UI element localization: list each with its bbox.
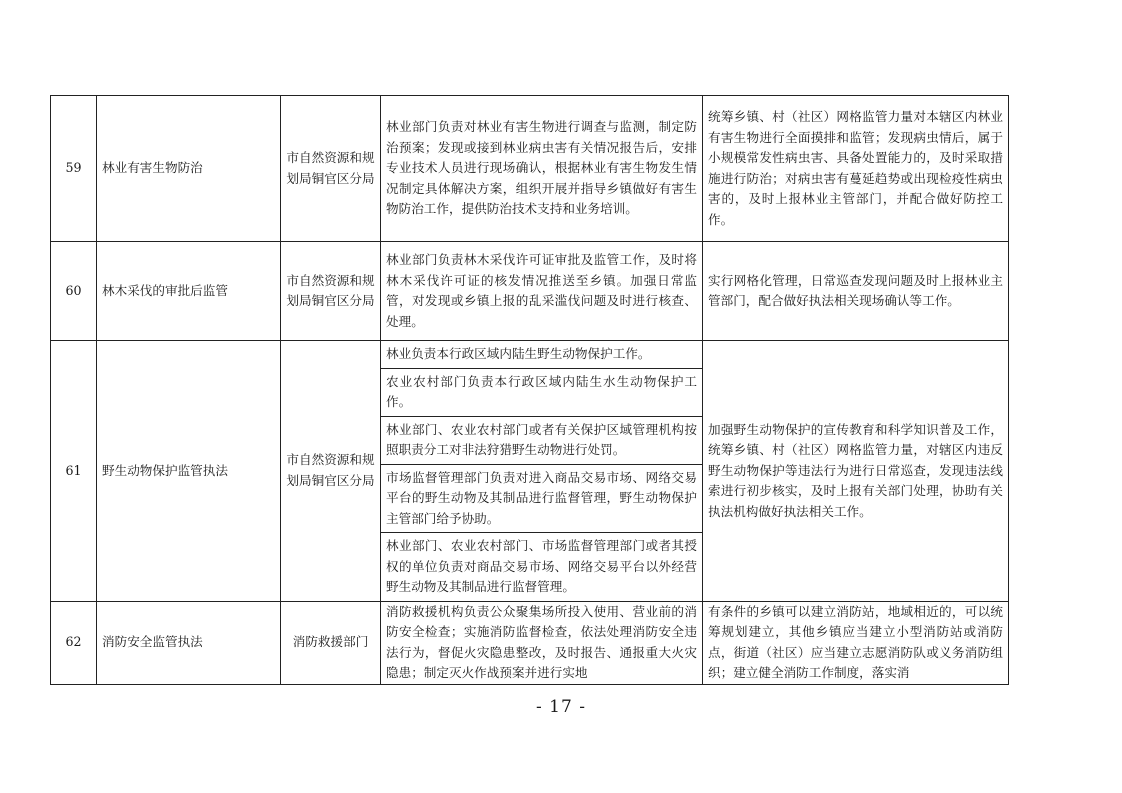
- duty-table: [50, 95, 1009, 685]
- row-number: 61: [51, 341, 97, 602]
- department: 消防救援部门: [281, 601, 381, 684]
- item-name: 林业有害生物防治: [97, 96, 281, 242]
- row-number: 62: [51, 601, 97, 684]
- responsibility-item: 林业负责本行政区域内陆生野生动物保护工作。: [380, 341, 703, 369]
- table-row: [51, 601, 1009, 684]
- township-cooperation: 实行网格化管理，日常巡查发现问题及时上报林业主管部门，配合做好执法相关现场确认等工作。: [703, 242, 1009, 341]
- item-name: 消防安全监管执法: [97, 601, 281, 684]
- row-number: 59: [51, 96, 97, 242]
- township-cooperation: 加强野生动物保护的宣传教育和科学知识普及工作，统筹乡镇、村（社区）网格监管力量，对辖区内违反野生动物保护等违法行为进行日常巡查，发现违法线索进行初步核实，及时上报有关部门处理，协助有关执法机构做好执法相关工作。: [703, 341, 1009, 602]
- item-name: 林木采伐的审批后监管: [97, 242, 281, 341]
- township-cooperation: 有条件的乡镇可以建立消防站，地域相近的，可以统筹规划建立，其他乡镇应当建立小型消防站或消防点，街道（社区）应当建立志愿消防队或义务消防组织；建立健全消防工作制度，落实消: [703, 601, 1009, 684]
- department-responsibility: 消防救援机构负责公众聚集场所投入使用、营业前的消防安全检查；实施消防监督检查，依法处理消防安全违法行为，督促火灾隐患整改，及时报告、通报重大火灾隐患；制定灭火作战预案并进行实地: [381, 601, 703, 684]
- responsibility-item: 农业农村部门负责本行政区域内陆生水生动物保护工作。: [380, 369, 703, 417]
- responsibility-item: 林业部门、农业农村部门、市场监督管理部门或者其授权的单位负责对商品交易市场、网络交易平台以外经营野生动物及其制品进行监督管理。: [386, 538, 697, 594]
- township-cooperation: 统筹乡镇、村（社区）网格监管力量对本辖区内林业有害生物进行全面摸排和监管；发现病虫情后，属于小规模常发性病虫害、具备处置能力的，及时采取措施进行防治；对病虫害有蔓延趋势或出现检疫性病虫害的，及时上报林业主管部门，并配合做好防控工作。: [703, 96, 1009, 242]
- department: 市自然资源和规划局铜官区分局: [281, 96, 381, 242]
- table-row: [51, 96, 1009, 242]
- responsibility-item: 林业部门、农业农村部门或者有关保护区域管理机构按照职责分工对非法狩猎野生动物进行处罚。: [380, 417, 703, 465]
- department-responsibility: 林业部门负责林木采伐许可证审批及监管工作，及时将林木采伐许可证的核发情况推送至乡镇。加强日常监管，对发现或乡镇上报的乱采滥伐问题及时进行核查、处理。: [381, 242, 703, 341]
- department: 市自然资源和规划局铜官区分局: [281, 242, 381, 341]
- item-name: 野生动物保护监管执法: [97, 341, 281, 602]
- department: 市自然资源和规划局铜官区分局: [281, 341, 381, 602]
- responsibility-item: 市场监督管理部门负责对进入商品交易市场、网络交易平台的野生动物及其制品进行监督管理，野生动物保护主管部门给予协助。: [380, 465, 703, 534]
- table-row: [51, 242, 1009, 341]
- table-row: [51, 341, 1009, 602]
- row-number: 60: [51, 242, 97, 341]
- department-responsibility-group: [381, 341, 703, 602]
- department-responsibility: 林业部门负责对林业有害生物进行调查与监测，制定防治预案；发现或接到林业病虫害有关情况报告后，安排专业技术人员进行现场确认，根据林业有害生物发生情况制定具体解决方案，组织开展并指导乡镇做好有害生物防治工作，提供防治技术支持和业务培训。: [381, 96, 703, 242]
- page-number: - 17 -: [536, 697, 586, 717]
